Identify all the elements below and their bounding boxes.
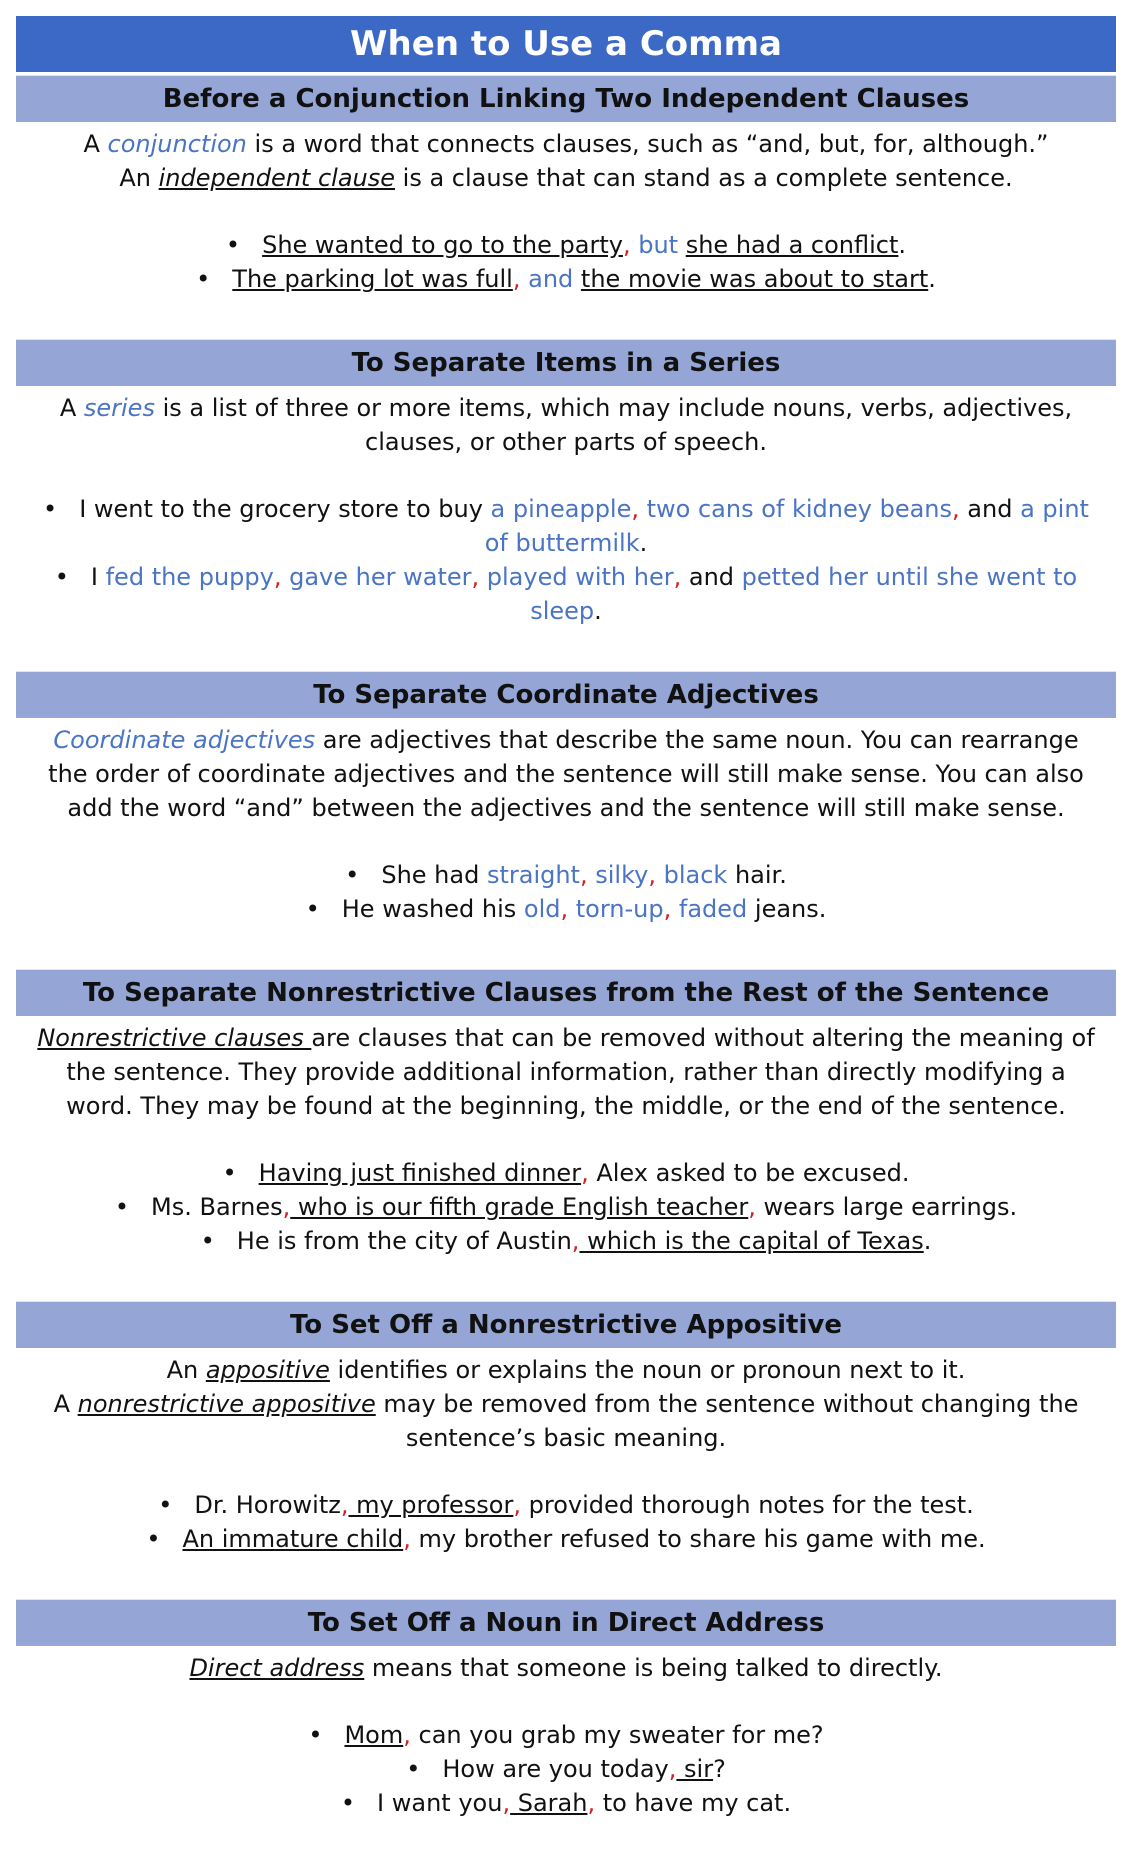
- example-item: [30, 1190, 1102, 1224]
- term: Direct address: [189, 1654, 365, 1682]
- section-heading: To Separate Nonrestrictive Clauses from the Rest of the Sentence: [16, 969, 1116, 1016]
- definition-paragraph: [30, 1387, 1102, 1455]
- direct-address-noun: Mom: [344, 1721, 404, 1749]
- comma: ,: [622, 231, 631, 259]
- comma: ,: [952, 495, 960, 523]
- term: conjunction: [107, 130, 247, 158]
- section-appositive: [16, 1301, 1116, 1596]
- section-heading: To Separate Items in a Series: [16, 339, 1116, 386]
- appositive: my professor: [348, 1491, 514, 1519]
- term: nonrestrictive appositive: [77, 1390, 376, 1418]
- text: I want you: [377, 1789, 503, 1817]
- section-conjunction: [16, 75, 1116, 336]
- spacer: [30, 628, 1102, 668]
- definition-paragraph: [30, 1651, 1102, 1685]
- text: A: [83, 130, 108, 158]
- comma: ,: [502, 1789, 511, 1817]
- clause: The parking lot was full: [232, 265, 513, 293]
- text: wears large earrings.: [755, 1193, 1018, 1221]
- series-item: a pineapple: [490, 495, 632, 523]
- example-list: [30, 492, 1102, 628]
- example-list: [30, 228, 1102, 296]
- comma: ,: [513, 1491, 521, 1519]
- spacer: [30, 1556, 1102, 1596]
- section-direct-address: [16, 1599, 1116, 1820]
- definition-paragraph: [30, 1021, 1102, 1123]
- text: .: [898, 231, 907, 259]
- comma: ,: [631, 495, 639, 523]
- example-item: [30, 492, 1102, 560]
- example-item: [30, 228, 1102, 262]
- example-item: [30, 1224, 1102, 1258]
- definition-paragraph: [30, 391, 1102, 459]
- term: Coordinate adjectives: [53, 726, 316, 754]
- section-body: [16, 1016, 1116, 1298]
- spacer: [30, 296, 1102, 336]
- example-list: [30, 1488, 1102, 1556]
- direct-address-noun: sir: [676, 1755, 714, 1783]
- text: means that someone is being talked to directly.: [364, 1654, 943, 1682]
- comma: ,: [471, 563, 480, 591]
- adjective: faded: [671, 895, 748, 923]
- text: .: [923, 1227, 932, 1255]
- text: A: [53, 1390, 78, 1418]
- conjunction: but: [630, 231, 686, 259]
- text: jeans.: [747, 895, 827, 923]
- series-item: two cans of kidney beans: [639, 495, 953, 523]
- text: ?: [713, 1755, 726, 1783]
- example-item: [30, 1786, 1102, 1820]
- text: How are you today: [442, 1755, 669, 1783]
- section-body: [16, 386, 1116, 668]
- example-item: [30, 560, 1102, 628]
- clause: which is the capital of Texas: [579, 1227, 924, 1255]
- spacer: [30, 926, 1102, 966]
- comma: ,: [673, 563, 682, 591]
- comma: ,: [663, 895, 672, 923]
- term: independent clause: [158, 164, 396, 192]
- comma: ,: [579, 861, 588, 889]
- example-item: [30, 262, 1102, 296]
- bullet: •: [345, 861, 360, 889]
- clause: She wanted to go to the party: [262, 231, 623, 259]
- comma: ,: [587, 1789, 596, 1817]
- term: Nonrestrictive clauses: [37, 1024, 312, 1052]
- text: A: [59, 394, 84, 422]
- adjective: straight: [486, 861, 580, 889]
- section-heading: To Separate Coordinate Adjectives: [16, 671, 1116, 718]
- section-heading: Before a Conjunction Linking Two Independent Clauses: [16, 75, 1116, 122]
- comma: ,: [560, 895, 569, 923]
- series-item: played with her: [479, 563, 674, 591]
- bullet: •: [43, 495, 58, 523]
- comma: ,: [512, 265, 521, 293]
- text: .: [639, 529, 648, 557]
- bullet: •: [225, 231, 241, 259]
- comma: ,: [748, 1193, 756, 1221]
- definition-paragraph: [30, 127, 1102, 161]
- section-body: [16, 718, 1116, 966]
- example-list: [30, 1718, 1102, 1820]
- appositive: An immature child: [182, 1525, 404, 1553]
- section-coordinate-adjectives: [16, 671, 1116, 966]
- text: are adjectives that describe the same noun. You can rearrange the order of coordinate adjectives and the sentence will still make sense. You can also add the word “and” between the adjectives and the sentence will still make sense.: [48, 726, 1084, 822]
- series-item: fed the puppy: [105, 563, 274, 591]
- text: Dr. Horowitz: [194, 1491, 341, 1519]
- series-item: gave her water: [281, 563, 472, 591]
- text: I went to the grocery store to buy: [79, 495, 491, 523]
- text: Alex asked to be excused.: [588, 1159, 910, 1187]
- adjective: silky: [587, 861, 649, 889]
- adjective: black: [655, 861, 728, 889]
- bullet: •: [406, 1755, 421, 1783]
- comma: ,: [403, 1525, 411, 1553]
- clause: the movie was about to start: [580, 265, 929, 293]
- bullet: •: [200, 1227, 215, 1255]
- comma-rules-page: [16, 16, 1116, 1820]
- section-heading: To Set Off a Noun in Direct Address: [16, 1599, 1116, 1646]
- bullet: •: [146, 1525, 161, 1553]
- example-list: [30, 858, 1102, 926]
- term: appositive: [205, 1356, 330, 1384]
- comma: ,: [581, 1159, 589, 1187]
- text: may be removed from the sentence without changing the sentence’s basic meaning.: [375, 1390, 1079, 1452]
- section-heading: To Set Off a Nonrestrictive Appositive: [16, 1301, 1116, 1348]
- example-item: [30, 1718, 1102, 1752]
- comma: ,: [571, 1227, 580, 1255]
- section-nonrestrictive-clauses: [16, 969, 1116, 1298]
- comma: ,: [340, 1491, 349, 1519]
- page-title: When to Use a Comma: [16, 16, 1116, 72]
- example-item: [30, 1488, 1102, 1522]
- text: and: [681, 563, 742, 591]
- adjective: torn-up: [568, 895, 664, 923]
- text: He is from the city of Austin: [236, 1227, 572, 1255]
- text: identifies or explains the noun or pronoun next to it.: [329, 1356, 966, 1384]
- text: Ms. Barnes: [151, 1193, 283, 1221]
- text: provided thorough notes for the test.: [520, 1491, 974, 1519]
- adjective: old: [523, 895, 561, 923]
- clause: she had a conflict: [685, 231, 899, 259]
- comma: ,: [648, 861, 656, 889]
- text: is a list of three or more items, which may include nouns, verbs, adjectives, clauses, or other parts of speech.: [154, 394, 1073, 456]
- text: An: [166, 1356, 206, 1384]
- spacer: [30, 1258, 1102, 1298]
- text: can you grab my sweater for me?: [410, 1721, 824, 1749]
- section-series: [16, 339, 1116, 668]
- definition-paragraph: [30, 161, 1102, 195]
- example-item: [30, 858, 1102, 892]
- text: I: [90, 563, 106, 591]
- example-list: [30, 1156, 1102, 1258]
- bullet: •: [158, 1491, 173, 1519]
- comma: ,: [668, 1755, 677, 1783]
- example-item: [30, 892, 1102, 926]
- comma: ,: [403, 1721, 411, 1749]
- conjunction: and: [520, 265, 581, 293]
- section-body: [16, 122, 1116, 336]
- text: to have my cat.: [595, 1789, 792, 1817]
- clause: who is our fifth grade English teacher: [290, 1193, 749, 1221]
- section-body: [16, 1646, 1116, 1820]
- text: are clauses that can be removed without altering the meaning of the sentence. They provide additional information, rather than directly modifying a word. They may be found at the beginning, the middle, or the end of the sentence.: [66, 1024, 1095, 1120]
- bullet: •: [308, 1721, 323, 1749]
- bullet: •: [340, 1789, 356, 1817]
- series-item: petted her until she went to sleep: [530, 563, 1078, 625]
- text: She had: [381, 861, 487, 889]
- text: is a clause that can stand as a complete sentence.: [395, 164, 1013, 192]
- definition-paragraph: [30, 723, 1102, 825]
- direct-address-noun: Sarah: [510, 1789, 588, 1817]
- comma: ,: [282, 1193, 291, 1221]
- term: series: [83, 394, 155, 422]
- bullet: •: [222, 1159, 237, 1187]
- text: .: [928, 265, 936, 293]
- text: An: [119, 164, 159, 192]
- comma: ,: [273, 563, 282, 591]
- example-item: [30, 1522, 1102, 1556]
- clause: Having just finished dinner: [258, 1159, 582, 1187]
- text: my brother refused to share his game with me.: [410, 1525, 986, 1553]
- text: .: [594, 597, 602, 625]
- text: He washed his: [341, 895, 524, 923]
- text: is a word that connects clauses, such as “and, but, for, although.”: [246, 130, 1049, 158]
- bullet: •: [54, 563, 69, 591]
- text: and: [959, 495, 1021, 523]
- bullet: •: [114, 1193, 130, 1221]
- series-item: a pint of buttermilk: [484, 495, 1089, 557]
- example-item: [30, 1752, 1102, 1786]
- section-body: [16, 1348, 1116, 1596]
- bullet: •: [305, 895, 320, 923]
- example-item: [30, 1156, 1102, 1190]
- definition-paragraph: [30, 1353, 1102, 1387]
- bullet: •: [196, 265, 211, 293]
- text: hair.: [727, 861, 787, 889]
